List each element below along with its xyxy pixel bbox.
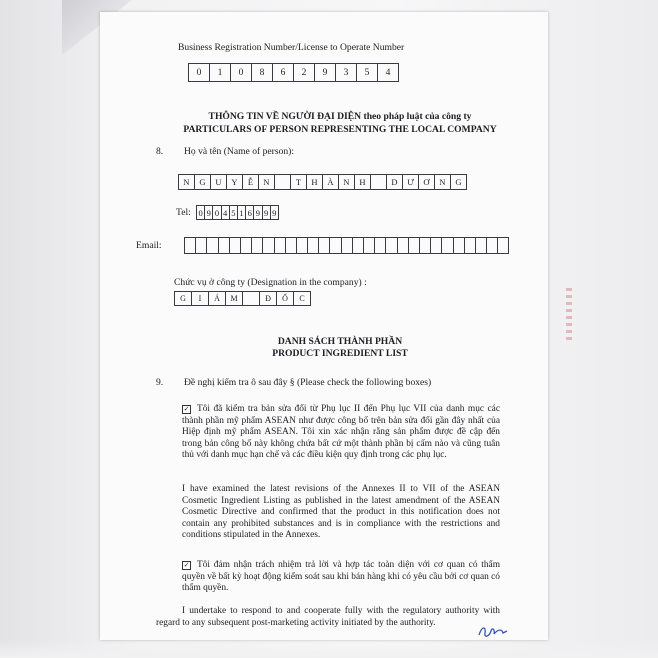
tel-digit-box: 0 <box>212 205 221 220</box>
tel-digit-box: 9 <box>253 205 262 220</box>
registration-digit-box: 0 <box>230 63 252 82</box>
designation-char-box: I <box>191 291 209 306</box>
tel-boxes <box>196 205 279 220</box>
scan-bottom-edge <box>0 640 658 658</box>
name-char-box: G <box>194 174 211 190</box>
name-char-box <box>370 174 387 190</box>
name-char-box: Ư <box>402 174 419 190</box>
representative-title-vn: THÔNG TIN VỀ NGƯỜI ĐẠI DIỆN theo pháp luật của công ty <box>208 111 472 122</box>
registration-digit-box: 4 <box>377 63 399 82</box>
name-char-box: À <box>322 174 339 190</box>
tel-digit-box: 9 <box>270 205 279 220</box>
declaration-2-vn: ✓ Tôi đảm nhận trách nhiệm trả lời và hợp tác toàn diện với cơ quan có thẩm quyền về bất kỳ hoạt động kiểm soát sau khi bán hàng khi có yêu cầu bởi cơ quan có thẩm quyền. <box>182 560 500 594</box>
item-number-9: 9. <box>156 377 164 388</box>
name-char-box <box>274 174 291 190</box>
declaration-2-en: I undertake to respond to and cooperate fully with the regulatory authority with regard to any subsequent post-marketing activity initiated by the authority. <box>156 606 500 628</box>
representative-title-en: PARTICULARS OF PERSON REPRESENTING THE LOCAL COMPANY <box>183 124 497 135</box>
tel-digit-box: 4 <box>221 205 230 220</box>
email-char-box <box>497 237 509 254</box>
item-number-8: 8. <box>156 146 164 157</box>
name-boxes <box>178 174 467 190</box>
ingredient-title-vn: DANH SÁCH THÀNH PHẦN <box>277 336 403 347</box>
tel-digit-box: 6 <box>245 205 254 220</box>
designation-char-box: Đ <box>259 291 277 306</box>
declaration-1-vn: ✓ Tôi đã kiểm tra bản sửa đổi từ Phụ lục II đến Phụ lục VII của danh mục các thành phần mỹ phẩm ASEAN như được công bố trên bản sửa đổi gần đây nhất của Hiệp định mỹ phẩm ASEAN. Tôi xin xác nhận rằng sản phẩm được đề cập đến trong bản công bố này không chứa bất cứ một thành phần bị cấm nào và cũng tuân thủ với danh mục hạn chế và các điều kiện quy định trong các phụ lục. <box>182 404 500 461</box>
check-instruction: Đề nghị kiểm tra ô sau đây § (Please check the following boxes) <box>184 377 432 388</box>
name-char-box: H <box>354 174 371 190</box>
registration-digit-box: 9 <box>314 63 336 82</box>
registration-number-boxes <box>188 63 399 82</box>
registration-digit-box: 2 <box>293 63 315 82</box>
registration-digit-box: 8 <box>251 63 273 82</box>
designation-char-box: Á <box>208 291 226 306</box>
name-char-box: N <box>338 174 355 190</box>
designation-char-box: M <box>225 291 243 306</box>
checkbox-checked-icon: ✓ <box>183 405 190 413</box>
designation-char-box: Ố <box>276 291 294 306</box>
name-char-box: T <box>290 174 307 190</box>
designation-char-box: C <box>293 291 311 306</box>
tel-label: Tel: <box>176 207 191 218</box>
email-label: Email: <box>136 240 162 251</box>
name-char-box: U <box>210 174 227 190</box>
email-boxes <box>184 237 509 254</box>
name-char-box: N <box>434 174 451 190</box>
name-char-box: N <box>258 174 275 190</box>
checkbox-checked-icon: ✓ <box>183 561 190 569</box>
tel-digit-box: 1 <box>237 205 246 220</box>
designation-char-box: G <box>174 291 192 306</box>
tel-digit-box: 5 <box>229 205 238 220</box>
name-label: Họ và tên (Name of person): <box>184 146 295 157</box>
registration-digit-box: 5 <box>356 63 378 82</box>
tel-digit-box: 9 <box>262 205 271 220</box>
name-char-box: D <box>386 174 403 190</box>
ingredient-title-en: PRODUCT INGREDIENT LIST <box>272 348 408 359</box>
name-char-box: H <box>306 174 323 190</box>
registration-number-label: Business Registration Number/License to Operate Number <box>178 42 405 53</box>
tel-digit-box: 0 <box>196 205 205 220</box>
registration-digit-box: 0 <box>188 63 210 82</box>
designation-char-box <box>242 291 260 306</box>
name-char-box: Ơ <box>418 174 435 190</box>
registration-digit-box: 6 <box>272 63 294 82</box>
registration-digit-box: 1 <box>209 63 231 82</box>
name-char-box: N <box>178 174 195 190</box>
designation-label: Chức vụ ở công ty (Designation in the company) : <box>174 277 367 288</box>
name-char-box: G <box>450 174 467 190</box>
signature-mark <box>476 623 512 641</box>
name-char-box: Y <box>226 174 243 190</box>
registration-digit-box: 3 <box>335 63 357 82</box>
designation-boxes <box>174 291 311 306</box>
name-char-box: Ễ <box>242 174 259 190</box>
declaration-1-en: I have examined the latest revisions of the Annexes II to VII of the ASEAN Cosmetic Ingredient Listing as published in the latest amendment of the ASEAN Cosmetic Directive and confirmed that the product in this notification does not contain any prohibited substances and is in compliance with the restrictions and conditions stipulated in the Annexes. <box>182 484 500 541</box>
tel-digit-box: 9 <box>204 205 213 220</box>
